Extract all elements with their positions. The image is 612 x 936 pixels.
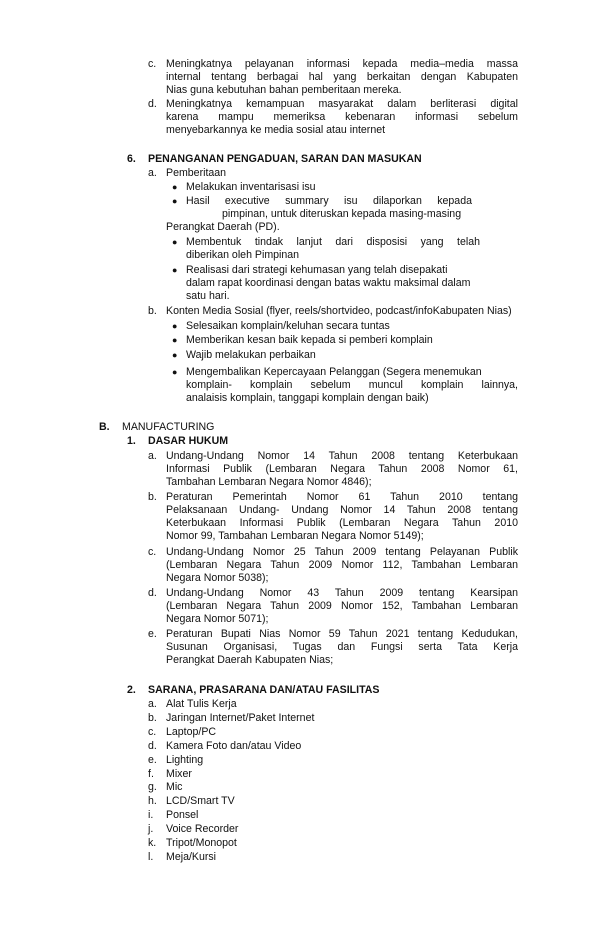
item-marker: a. xyxy=(148,167,157,179)
text-line: (Lembaran Negara Tahun 2009 Nomor 112, Tambahan Lembaran xyxy=(166,559,518,571)
item-marker: b. xyxy=(148,712,157,724)
bullet-icon: ● xyxy=(172,265,178,275)
facility-item: Meja/Kursi xyxy=(166,851,217,863)
facility-item: Voice Recorder xyxy=(166,823,239,835)
item-marker: l. xyxy=(148,851,154,863)
bullet-icon: ● xyxy=(172,350,178,360)
text-line: Peraturan Pemerintah Nomor 61 Tahun 2010 tentang xyxy=(166,491,518,503)
text-line: (Lembaran Negara Tahun 2009 Nomor 152, Tambahan Lembaran xyxy=(166,600,518,612)
item-marker: c. xyxy=(148,58,157,70)
subsection-label: Pemberitaan xyxy=(166,167,227,179)
text-line: Nomor 99, Tambahan Lembaran Negara Nomor 5149); xyxy=(166,530,424,542)
text-line: Negara Nomor 5071); xyxy=(166,613,269,625)
item-marker: e. xyxy=(148,754,157,766)
item-marker: d. xyxy=(148,587,157,599)
facility-item: Alat Tulis Kerja xyxy=(166,698,237,710)
item-marker: c. xyxy=(148,726,157,738)
text-line: Perangkat Daerah Kabupaten Nias; xyxy=(166,654,334,666)
text-line: Informasi Publik (Lembaran Negara Tahun 2008 Nomor 61, xyxy=(166,463,518,475)
item-marker: g. xyxy=(148,781,157,793)
bullet-icon: ● xyxy=(172,237,178,247)
bullet-text: Memberikan kesan baik kepada si pemberi komplain xyxy=(186,334,433,346)
bullet-text: satu hari. xyxy=(186,290,230,302)
text-line: Pelaksanaan Undang- Undang Nomor 14 Tahun 2008 tentang xyxy=(166,504,518,516)
bullet-text: Hasil executive summary isu dilaporkan kepada xyxy=(186,195,472,207)
section-title: SARANA, PRASARANA DAN/ATAU FASILITAS xyxy=(148,684,380,696)
bullet-text: Realisasi dari strategi kehumasan yang telah disepakati xyxy=(186,264,448,276)
item-marker: h. xyxy=(148,795,157,807)
facility-item: Kamera Foto dan/atau Video xyxy=(166,740,302,752)
bullet-icon: ● xyxy=(172,321,178,331)
text-line: Peraturan Bupati Nias Nomor 59 Tahun 2021 tentang Kedudukan, xyxy=(166,628,518,640)
item-marker: e. xyxy=(148,628,157,640)
text-line: internal tentang berbagai hal yang berkaitan dengan Kabupaten xyxy=(166,71,518,83)
item-marker: a. xyxy=(148,450,157,462)
bullet-text: komplain- komplain sebelum muncul komplain lainnya, xyxy=(186,379,518,391)
section-marker: B. xyxy=(99,421,110,433)
bullet-icon: ● xyxy=(172,182,178,192)
facility-item: Tripot/Monopot xyxy=(166,837,237,849)
bullet-text: Selesaikan komplain/keluhan secara tuntas xyxy=(186,320,390,332)
item-marker: j. xyxy=(148,823,154,835)
text-line: Undang-Undang Nomor 25 Tahun 2009 tentang Pelayanan Publik xyxy=(166,546,518,558)
bullet-text: dalam rapat koordinasi dengan batas waktu maksimal dalam xyxy=(186,277,471,289)
bullet-text: diberikan oleh Pimpinan xyxy=(186,249,300,261)
item-marker: k. xyxy=(148,837,157,849)
facility-item: Laptop/PC xyxy=(166,726,217,738)
section-title: MANUFACTURING xyxy=(122,421,215,433)
facility-item: Mic xyxy=(166,781,183,793)
text-line: Nias guna kebutuhan bahan pemberitaan mereka. xyxy=(166,84,402,96)
facility-item: Mixer xyxy=(166,768,192,780)
section-title: PENANGANAN PENGADUAN, SARAN DAN MASUKAN xyxy=(148,153,422,165)
facility-item: Jaringan Internet/Paket Internet xyxy=(166,712,315,724)
item-marker: b. xyxy=(148,305,157,317)
bullet-text: Mengembalikan Kepercayaan Pelanggan (Segera menemukan xyxy=(186,366,482,378)
subsection-label: Konten Media Sosial (flyer, reels/shortvideo, podcast/infoKabupaten Nias) xyxy=(166,305,512,317)
bullet-text: Membentuk tindak lanjut dari disposisi yang telah xyxy=(186,236,480,248)
text-line: karena mampu memeriksa kebenaran informasi sebelum xyxy=(166,111,518,123)
item-marker: i. xyxy=(148,809,154,821)
bullet-icon: ● xyxy=(172,335,178,345)
item-marker: a. xyxy=(148,698,157,710)
bullet-text: analaisis komplain, tanggapi komplain dengan baik) xyxy=(186,392,429,404)
bullet-text: Melakukan inventarisasi isu xyxy=(186,181,316,193)
facility-item: Lighting xyxy=(166,754,204,766)
section-title: DASAR HUKUM xyxy=(148,435,229,447)
text-line: Meningkatnya kemampuan masyarakat dalam berliterasi digital xyxy=(166,98,518,110)
section-number: 1. xyxy=(127,435,136,447)
text-line: menyebarkannya ke media sosial atau internet xyxy=(166,124,386,136)
bullet-icon: ● xyxy=(172,367,178,377)
text-line: Keterbukaan Informasi Publik (Lembaran Negara Tahun 2010 xyxy=(166,517,518,529)
facility-item: LCD/Smart TV xyxy=(166,795,235,807)
bullet-text: pimpinan, untuk diteruskan kepada masing-masing xyxy=(222,208,462,220)
text-line: Tambahan Lembaran Negara Nomor 4846); xyxy=(166,476,372,488)
text-line: Undang-Undang Nomor 43 Tahun 2009 tentang Kearsipan xyxy=(166,587,518,599)
text-line: Undang-Undang Nomor 14 Tahun 2008 tentang Keterbukaan xyxy=(166,450,518,462)
section-number: 6. xyxy=(127,153,136,165)
text-line: Susunan Organisasi, Tugas dan Fungsi serta Tata Kerja xyxy=(166,641,518,653)
text-line: Negara Nomor 5038); xyxy=(166,572,269,584)
section-number: 2. xyxy=(127,684,136,696)
bullet-icon: ● xyxy=(172,196,178,206)
bullet-text: Wajib melakukan perbaikan xyxy=(186,349,316,361)
item-marker: d. xyxy=(148,98,157,110)
item-marker: f. xyxy=(148,768,154,780)
bullet-text: Perangkat Daerah (PD). xyxy=(166,221,280,233)
item-marker: b. xyxy=(148,491,157,503)
item-marker: c. xyxy=(148,546,157,558)
text-line: Meningkatnya pelayanan informasi kepada media–media massa xyxy=(166,58,518,70)
facility-item: Ponsel xyxy=(166,809,199,821)
item-marker: d. xyxy=(148,740,157,752)
